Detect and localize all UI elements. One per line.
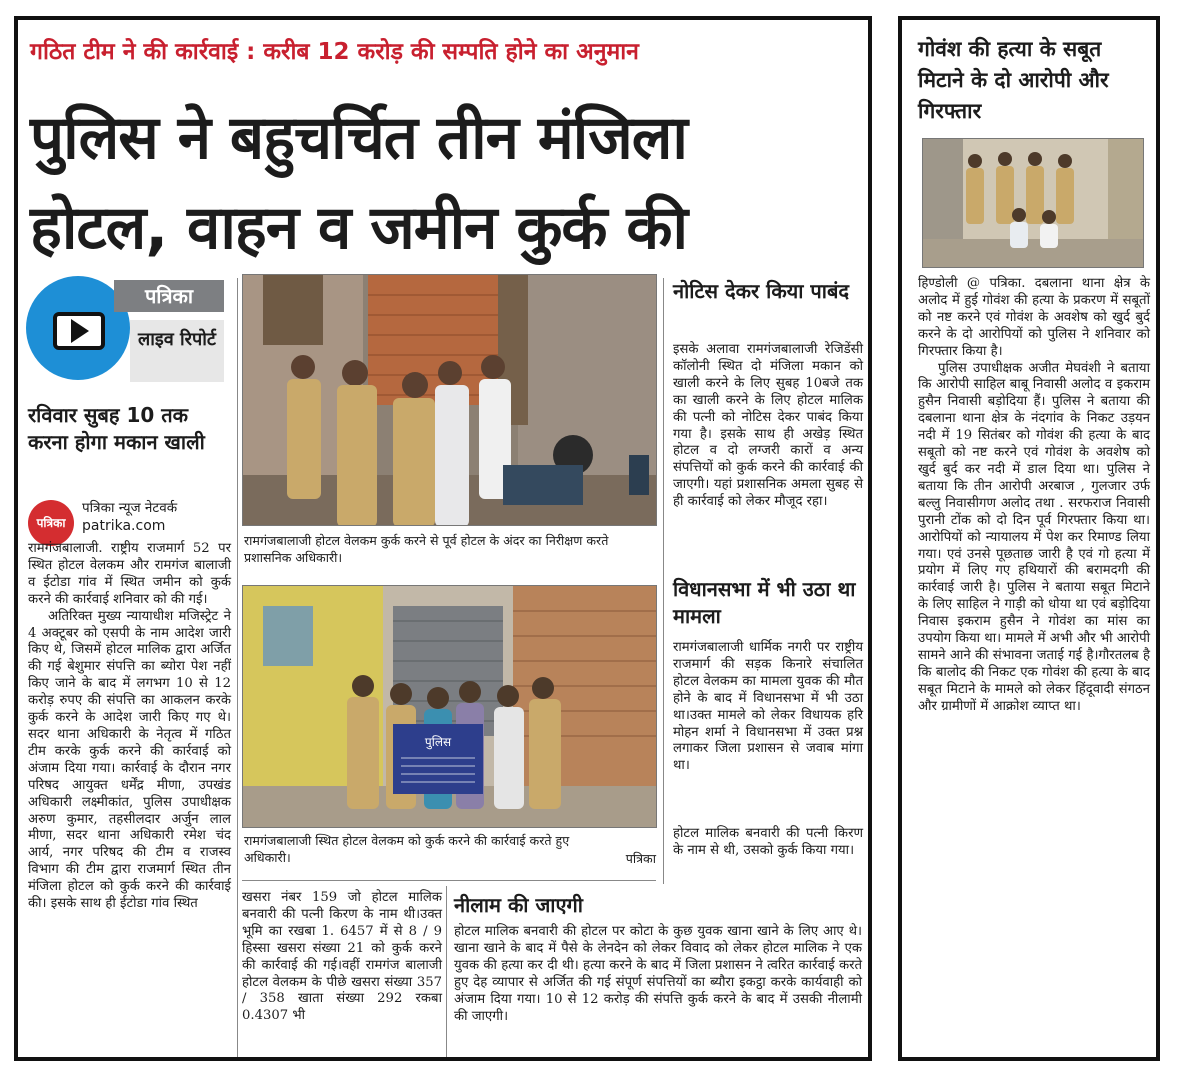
notice-paragraph: इसके अलावा रामगंजबालाजी रेजिडेंसी कॉलोनी स्थित दो मंजिला मकान को खाली करने के लिए सुबह 10बजे तक का खाली करने के लिए होटल मालिक की पत्नी को नोटिस देकर पाबंद किया गया है। इसके साथ ही अखेड़ स्थित होटल व दो लग्जरी कारों व अन्य संपत्तियों को कुर्क करने की कार्रवाई की जाएगी। यहां प्रशासनिक अमला सुबह से ही कार्रवाई को लेकर मौजूद रहा। [673,342,863,510]
auction-paragraph: होटल मालिक बनवारी की होटल पर कोटा के कुछ युवक खाना खाने के लिए आए थे। खाना खाने के बाद में पैसे के लेनदेन को लेकर विवाद को लेकर होटल मालिक ने एक युवक की हत्या कर दी थी। हत्या करने के बाद में जिला प्रशासन ने त्वरित कार्रवाई करते हुए देह व्यापार से अर्जित की गई संपूर्ण संपत्तियों का ब्यौरा इकट्ठा करके कार्यवाही को अंजाम दिया गया। 10 से 12 करोड़ की संपत्ति कुर्क करने के बाद में उसकी नीलामी की जाएगी। [454,924,862,1024]
notice-text-block [673,342,863,511]
col1-paragraph-2: अतिरिक्त मुख्य न्यायाधीश मजिस्ट्रेट ने 4 अक्टूबर को एसपी के नाम आदेश जारी किए थे, जिसमें होटल मालिक द्वारा अर्जित की गई बेशुमार संपत्ति का ब्योरा पेश नहीं किए जाने के बाद में लगभग 10 से 12 करोड़ रुपए की संपत्ति का आकलन करके कुर्क करने के आदेश जारी किए गए थे। सदर थाना अधिकारी के नेतृत्व में गठित टीम करके कुर्क करने की कार्रवाई को अंजाम दिया गया। कार्रवाई के दौरान नगर परिषद आयुक्त धर्मेंद्र मीणा, उपखंड अधिकारी लक्ष्मीकांत, पुलिस उपाधीक्षक अरुण कुमार, तहसीलदार अर्जुन लाल मीणा, सदर थाना अधिकारी रमेश चंद आर्य, नगर परिषद की टीम व राजस्व विभाग की टीम द्वारा राजमार्ग स्थित तीन मंजिला होटल को कुर्क करने की कार्रवाई की। इसके साथ ही ईटोडा गांव स्थित [28,608,231,912]
assembly-text-block [673,640,863,775]
byline-badge: पत्रिका [28,500,74,546]
photo-hotel-seizure-image [243,586,657,828]
side-paragraph-2: पुलिस उपाधीक्षक अजीत मेघवंशी ने बताया कि आरोपी साहिल बाबू निवासी अलोद व इकराम हुसैन निवासी बड़ोदिया हैं। पुलिस ने बताया की दबलाना थाना क्षेत्र के नंदगांव के निकट उड़यन नदी में 19 सितंबर को गोवंश की हत्या के बाद सबूतो को नष्ट करने एवं गोवंश के अवशेष को खुर्द बुर्द कर नदी में डाल दिया था। पुलिस ने बताया कि तीन आरोपी अरबाज , गुलजार उर्फ बल्लु निवासीगण अलोद तथा . सरफराज निवासी पुरानी टोंक को दो दिन पूर्व गिरफ्तार किया था। आरोपियों को न्यायालय में पेश कर रिमाण्ड लिया गया। एवं उनसे पूछताछ जारी है एवं गो हत्या में प्रयोग में लिए गए हथियारों की बरामदगी की कार्रवाई जारी है। पुलिस ने बताया सबूत मिटाने के लिए साहिल ने गाड़ी को धोया था एवं बड़ोदिया निवास इकराम हुसैन ने गोवंश का मांस का उपयोग किया था। मामले में अभी और भी आरोपी सामने आने की संभावना जताई गई है।गौरतलब है कि बालोद की निकट एक गोवंश की हत्या के बाद सबूत मिटाने के मामले को लेकर हिंदूवादी संगठन और ग्रामीणों में आक्रोश व्याप्त था। [918,360,1150,714]
photo-hotel-inspection [242,274,657,526]
auction-text-block [454,924,862,1025]
side-headline: गोवंश की हत्या के सबूत मिटाने के दो आरोपी और गिरफ्तार [918,37,1109,123]
photo2-credit: पत्रिका [625,851,656,866]
photo2-caption: रामगंजबालाजी स्थित होटल वेलकम को कुर्क करने की कार्रवाई करते हुए अधिकारी। [244,833,570,865]
side-paragraph-1: हिण्डोली @ पत्रिका. दबलाना थाना क्षेत्र के अलोद में हुई गोवंश की हत्या के प्रकरण में सबूतों को नष्ट करने एवं गोवंश के अवशेष को खुर्द बुर्द करने के दो आरोपियों को पुलिस ने शनिवार को गिरफ्तार किया है। [918,276,1150,359]
photo-accused-arrest [922,138,1144,268]
column-1-text [28,541,231,913]
column-2-text [242,890,442,1025]
byline-site: patrika.com [82,518,166,534]
byline-network: पत्रिका न्यूज नेटवर्क [82,500,178,516]
play-triangle-icon [71,319,89,343]
photo-hotel-inspection-image [243,275,657,526]
col1-paragraph-1: रामगंजबालाजी. राष्ट्रीय राजमार्ग 52 पर स्थित होटल वेलकम और रामगंज बालाजी व ईटोडा गांव में स्थित जमीन को कुर्क करने की कार्रवाई शनिवार को की गई। [28,541,231,607]
photo-hotel-seizure [242,585,657,828]
headline-line-1: पुलिस ने बहुचर्चित तीन मंजिला [30,103,687,173]
column-rule-2 [446,886,447,1058]
side-text-block [918,276,1150,716]
photo1-caption: रामगंजबालाजी होटल वेलकम कुर्क करने से पूर्व होटल के अंदर का निरीक्षण करते प्रशासनिक अधिकारी। [244,533,609,565]
photo-accused-arrest-image [923,139,1144,268]
wife-text-block [673,826,863,860]
column-rule-3 [663,278,664,884]
logo-brand: पत्रिका [114,280,224,312]
wife-paragraph: होटल मालिक बनवारी की पत्नी किरण के नाम से थी, उसको कुर्क किया गया। [673,826,863,858]
auction-subhead: नीलाम की जाएगी [454,893,583,917]
kicker: गठित टीम ने की कार्रवाई : करीब 12 करोड़ की सम्पति होने का अनुमान [30,39,639,65]
notice-banner-text: पुलिस [424,735,452,749]
assembly-paragraph: रामगंजबालाजी धार्मिक नगरी पर राष्ट्रीय राजमार्ग की सड़क किनारे संचालित होटल वेलकम का मामला युवक की मौत होने के बाद में विधानसभा में भी उठा था।उक्त मामले को लेकर विधायक हरि मोहन शर्मा ने विधानसभा में उक्त प्रश्न लगाकर जिला प्रशासन से जवाब मांगा था। [673,640,863,774]
column-rule [237,278,238,1058]
photo-section-rule [242,880,656,881]
headline-line-2: होटल, वाहन व जमीन कुर्क की [30,193,687,263]
side-news-clipping [898,16,1160,1061]
logo-label: लाइव रिपोर्ट [130,320,224,382]
notice-subhead: नोटिस देकर किया पाबंद [673,279,850,303]
col2-paragraph: खसरा नंबर 159 जो होटल मालिक बनवारी की पत्नी किरण के नाम थी।उक्त भूमि का रखबा 1. 6457 में से 8 / 9 हिस्सा खसरा संख्या 21 को कुर्क करने की कार्रवाई की गई।वहीं रामगंज बालाजी होटल वेलकम के पीछे खसरा संख्या 357 / 358 खाता संख्या 292 रकबा 0.4307 भी [242,890,442,1024]
main-news-clipping [14,16,872,1061]
subhead-col1: रविवार सुबह 10 तक करना होगा मकान खाली [28,403,205,454]
assembly-subhead: विधानसभा में भी उठा था मामला [673,577,856,628]
